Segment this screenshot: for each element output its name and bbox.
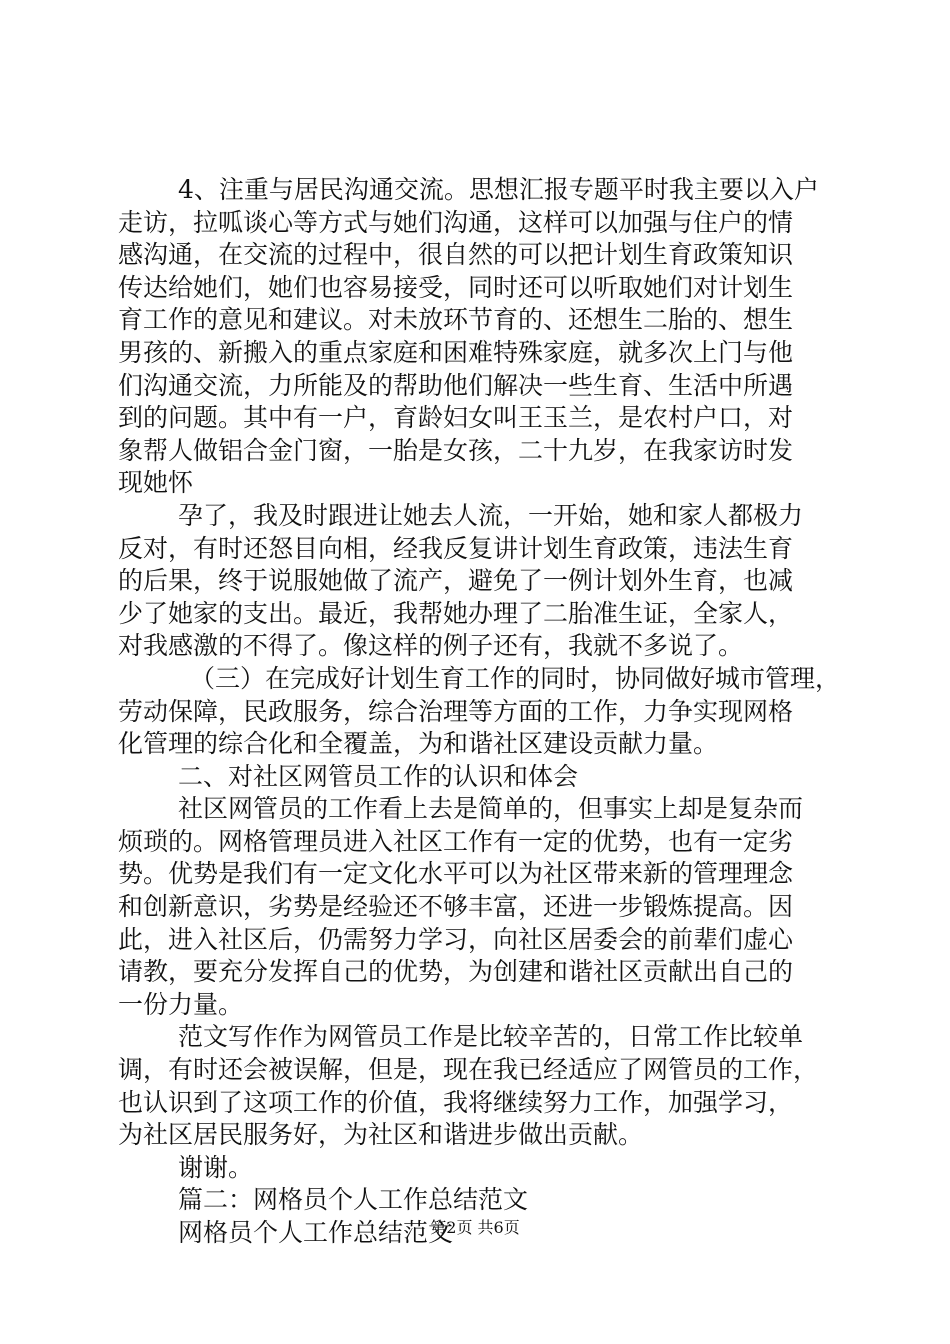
text-line: （三）在完成好计划生育工作的同时，协同做好城市管理，: [190, 663, 841, 693]
text-line: 烦琐的。网格管理员进入社区工作有一定的优势，也有一定劣: [118, 826, 794, 856]
page-number-footer: 第2页 共6页: [430, 1218, 520, 1237]
text-line: 男孩的、新搬入的重点家庭和困难特殊家庭，就多次上门与他: [118, 337, 794, 367]
text-line: 孕了，我及时跟进让她去人流，一开始，她和家人都极力: [178, 500, 804, 530]
text-line: 劳动保障，民政服务，综合治理等方面的工作，力争实现网格: [118, 696, 794, 726]
text-line: 也认识到了这项工作的价值，我将继续努力工作，加强学习，: [118, 1087, 794, 1117]
text-line: 谢谢。: [178, 1152, 254, 1182]
text-line: 的后果，终于说服她做了流产，避免了一例计划外生育，也减: [118, 566, 794, 596]
section-heading: 二、对社区网管员工作的认识和体会: [178, 761, 579, 791]
text-line: 范文写作作为网管员工作是比较辛苦的，日常工作比较单: [178, 1022, 804, 1052]
text-line: 感沟通，在交流的过程中，很自然的可以把计划生育政策知识: [118, 240, 794, 270]
text-line: 4、注重与居民沟通交流。思想汇报专题平时我主要以入户: [178, 175, 819, 204]
text-line: 化管理的综合化和全覆盖，为和谐社区建设贡献力量。: [118, 729, 719, 759]
text-line: 为社区居民服务好，为社区和谐进步做出贡献。: [118, 1120, 644, 1150]
text-line: 和创新意识，劣势是经验还不够丰富，还进一步锻炼提高。因: [118, 892, 794, 922]
text-line: 一份力量。: [118, 989, 244, 1019]
text-line: 此，进入社区后，仍需努力学习，向社区居委会的前辈们虚心: [118, 924, 794, 954]
text-line: 少了她家的支出。最近，我帮她办理了二胎准生证，全家人，: [118, 598, 794, 628]
text-line: 调，有时还会被误解，但是，现在我已经适应了网管员的工作，: [118, 1055, 819, 1085]
text-line: 们沟通交流，力所能及的帮助他们解决一些生育、生活中所遇: [118, 370, 794, 400]
text-line: 反对，有时还怒目向相，经我反复讲计划生育政策，违法生育: [118, 533, 794, 563]
document-body: [118, 174, 860, 1250]
text-line: 到的问题。其中有一户，育龄妇女叫王玉兰，是农村户口，对: [118, 403, 794, 433]
text-line: 请教，要充分发挥自己的优势，为创建和谐社区贡献出自己的: [118, 957, 794, 987]
text-line: 现她怀: [118, 468, 194, 498]
text-line: 象帮人做铝合金门窗，一胎是女孩，二十九岁，在我家访时发: [118, 435, 794, 465]
text-line: 对我感激的不得了。像这样的例子还有，我就不多说了。: [118, 631, 744, 661]
text-line: 育工作的意见和建议。对未放环节育的、还想生二胎的、想生: [118, 305, 794, 335]
section-heading: 网格员个人工作总结范文: [178, 1218, 454, 1247]
text-line: 走访，拉呱谈心等方式与她们沟通，这样可以加强与住户的情: [118, 207, 794, 237]
section-heading: 篇二：网格员个人工作总结范文: [178, 1185, 529, 1215]
text-line: 社区网管员的工作看上去是简单的，但事实上却是复杂而: [178, 794, 804, 824]
text-line: 传达给她们，她们也容易接受，同时还可以听取她们对计划生: [118, 272, 794, 302]
text-line: 势。优势是我们有一定文化水平可以为社区带来新的管理理念: [118, 859, 794, 889]
